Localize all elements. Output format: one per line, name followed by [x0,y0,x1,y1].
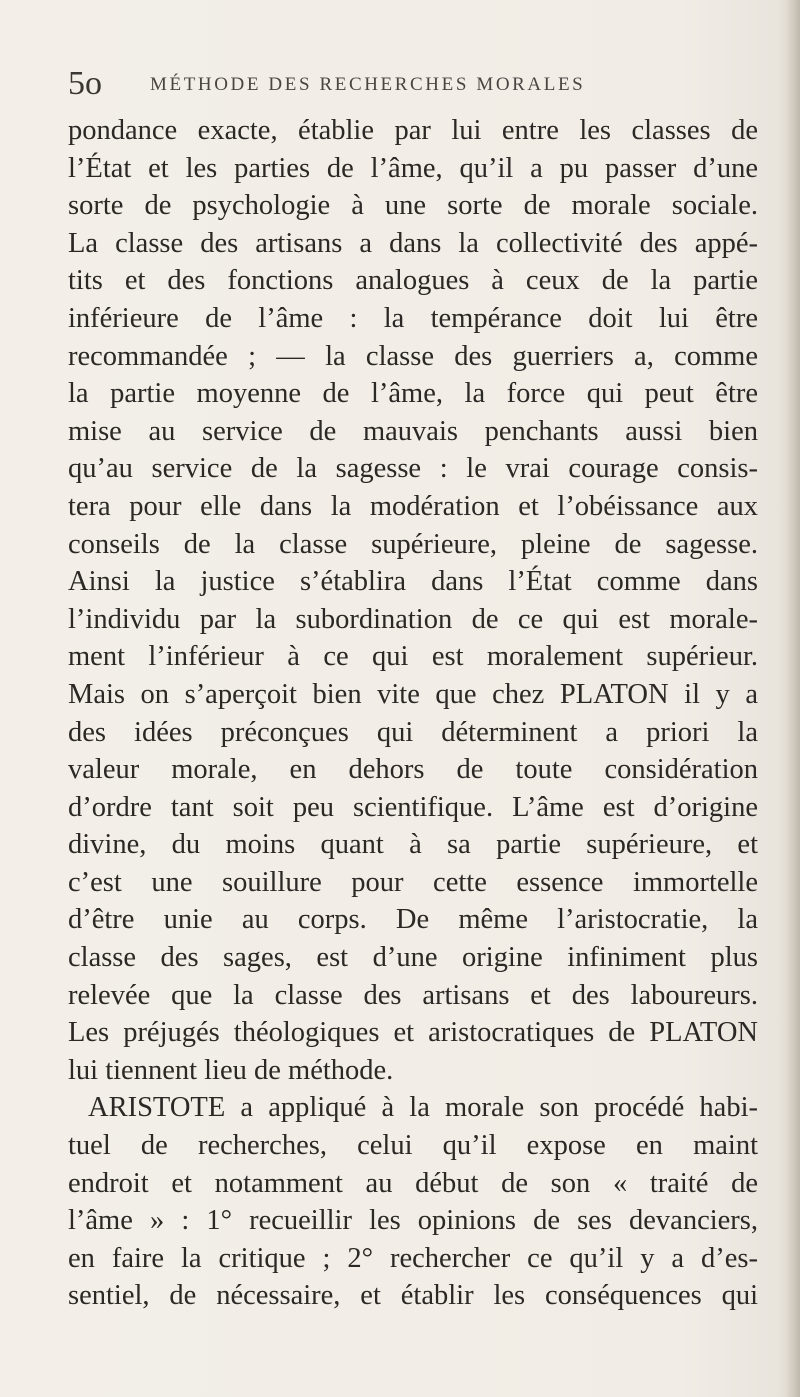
body-text [68,112,758,1315]
text-line: des idées préconçues qui déterminent a priori la [68,716,758,748]
text-line: divine, du moins quant à sa partie supérieure, et [68,829,758,861]
text-line: sentiel, de nécessaire, et établir les conséquences qui [68,1280,758,1312]
text-line: tits et des fonctions analogues à ceux de la partie [68,265,758,297]
text-line: c’est une souillure pour cette essence immortelle [68,866,758,898]
text-line: lui tiennent lieu de méthode. [68,1054,394,1086]
text-line: ARISTOTE a appliqué à la morale son procédé habi- [88,1092,758,1124]
text-line: inférieure de l’âme : la tempérance doit lui être [68,302,758,334]
page-edge-shadow [786,0,800,1397]
page-header [68,64,758,108]
text-line: ment l’inférieur à ce qui est moralement supérieur. [68,641,758,673]
text-line: tera pour elle dans la modération et l’obéissance aux [68,490,758,522]
text-line: relevée que la classe des artisans et des laboureurs. [68,979,758,1011]
text-line: la partie moyenne de l’âme, la force qui peut être [68,378,758,410]
text-line: La classe des artisans a dans la collectivité des appé- [68,227,758,259]
text-line: Mais on s’aperçoit bien vite que chez PLATON il y a [68,678,758,710]
text-line: pondance exacte, établie par lui entre les classes de [68,115,758,146]
page-number: 5o [68,65,102,102]
running-head: MÉTHODE DES RECHERCHES MORALES [150,74,586,95]
text-line: l’âme » : 1° recueillir les opinions de ses devanciers, [68,1205,758,1237]
text-line: recommandée ; — la classe des guerriers a, comme [68,340,758,372]
text-line: classe des sages, est d’une origine infiniment plus [68,942,758,974]
text-line: d’être unie au corps. De même l’aristocratie, la [68,904,758,936]
text-line: tuel de recherches, celui qu’il expose en maint [68,1130,758,1162]
text-line: sorte de psychologie à une sorte de morale sociale. [68,190,758,222]
text-line: l’individu par la subordination de ce qui est morale- [68,603,758,635]
text-line: conseils de la classe supérieure, pleine de sagesse. [68,528,758,560]
text-line: Les préjugés théologiques et aristocratiques de PLATON [68,1017,758,1049]
text-line: qu’au service de la sagesse : le vrai courage consis- [68,453,758,485]
text-line: l’État et les parties de l’âme, qu’il a pu passer d’une [68,152,758,184]
text-line: valeur morale, en dehors de toute considération [68,754,758,786]
text-line: d’ordre tant soit peu scientifique. L’âme est d’origine [68,791,758,823]
text-line: mise au service de mauvais penchants aussi bien [68,415,758,447]
text-line: en faire la critique ; 2° rechercher ce qu’il y a d’es- [68,1242,758,1274]
text-line: Ainsi la justice s’établira dans l’État comme dans [68,566,758,598]
text-line: endroit et notamment au début de son « traité de [68,1167,758,1199]
